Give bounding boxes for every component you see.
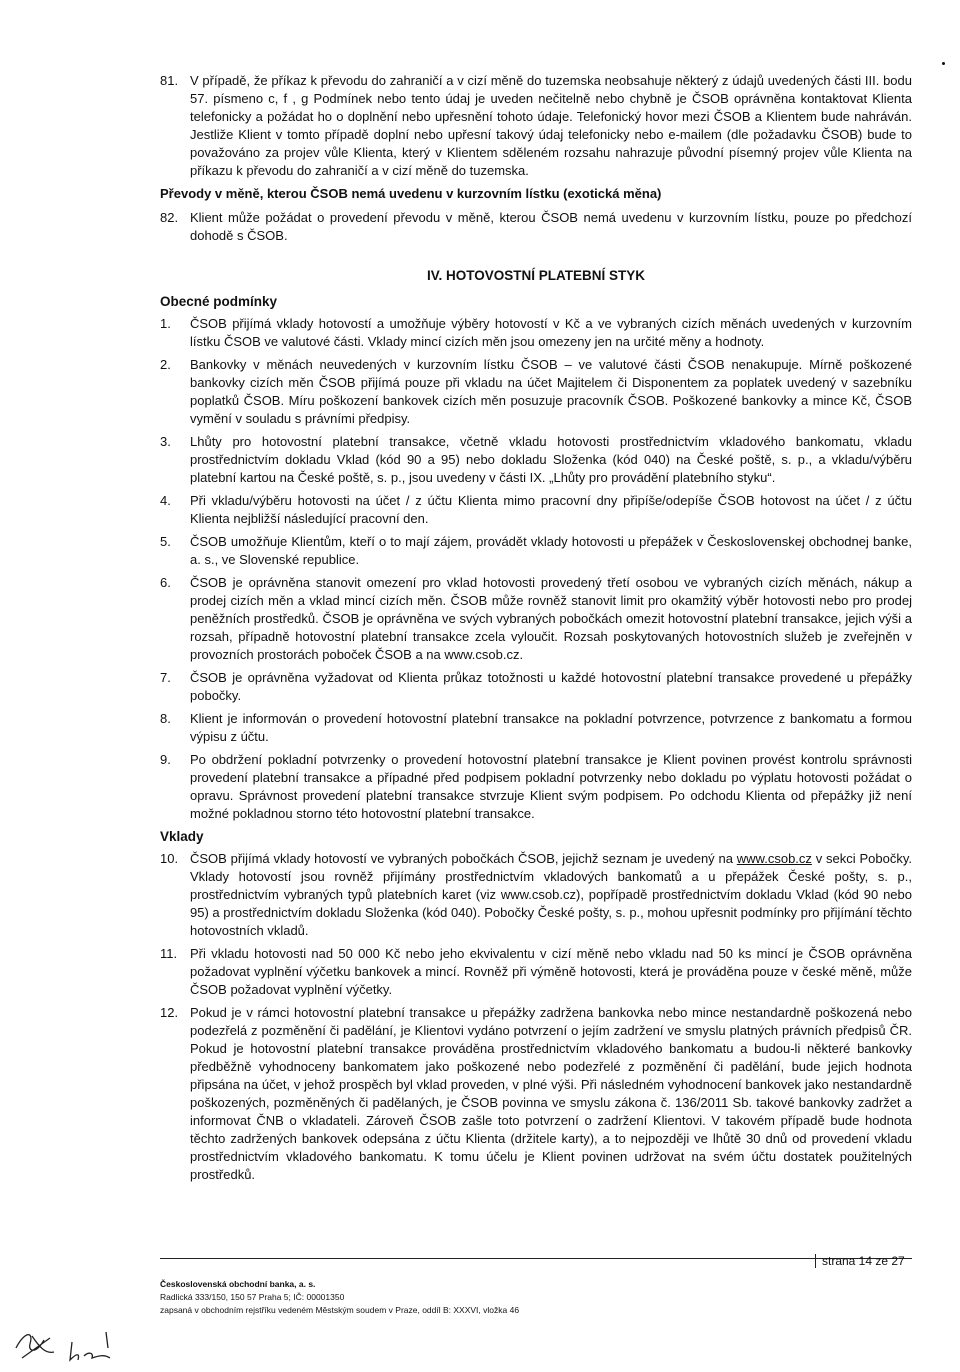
section-title: IV. HOTOVOSTNÍ PLATEBNÍ STYK xyxy=(426,268,646,283)
footer-divider xyxy=(160,1258,912,1259)
item-text: ČSOB je oprávněna stanovit omezení pro vklad hotovosti provedený třetí osobou ve vybraných cizích měnách, nákup a prodej cizích měn a vklad mincí cizích měn. ČSOB může rovněž stanovit limit pro okamžitý výběr hotovosti nebo pro prodej peněžních prostředků. ČSOB je oprávněna ve svých vybraných pobočkách omezit hotovostní platební transakce, jejich výši a rozsah, případně hotovostní platební transakce zcela vyloučit. Rozsah poskytovaných hotovostních služeb je zveřejněn v provozních prostorách poboček ČSOB a na www.csob.cz. xyxy=(190,575,912,662)
item-list-general xyxy=(160,315,912,823)
item-number: 4. xyxy=(160,493,171,508)
item-text: Pokud je v rámci hotovostní platební transakce u přepážky zadržena bankovka nebo mince nestandardně poškozená nebo podezřelá z pozměnění či padělání, je Klientovi vydáno potvrzení o jejím zadržení ve smyslu platných právních předpisů ČR. Pokud je hotovostní platební transakce prováděna prostřednictvím vkladového bankomatu a budou-li některé bankovky předběžně vyhodnoceny bankomatem jako poškozené nebo podezřelé z pozměnění či padělání, bude jejich hodnota připsána na účet, v jehož prospěch byl vklad proveden, v plné výši. Při následném vyhodnocení bankovek jako nestandardně poškozených, pozměněných či padělaných, je ČSOB povinna ve smyslu zákona č. 136/2011 Sb. takové bankovky zadržet a informovat ČNB o vkladateli. Zároveň ČSOB zašle toto potvrzení o zadržení Klientovi. V takovém případě bude hodnota těchto zadržených bankovek odepsána z účtu Klienta (držitele karty), a to nejpozději ve lhůtě 30 dnů od provedení vkladu prostřednictvím vkladového bankomatu. K tomu účelu je Klient povinen udržovat na svém účtu dostatek použitelných prostředků. xyxy=(190,1005,912,1182)
exotic-currency-heading: Převody v měně, kterou ČSOB nemá uvedenu v kurzovním lístku (exotická měna) xyxy=(160,186,662,201)
list-item xyxy=(160,209,912,245)
item-text: Po obdržení pokladní potvrzenky o provedení hotovostní platební transakce je Klient povinen provést kontrolu správnosti provedení platební transakce a případné před podpisem pokladní potvrzenky nebo dokladu po výplatu hotovosti požádat o opravu. Správnost provedení platební transakce stvrzuje Klient svým podpisem. Po odchodu Klienta od přepážky již není možné pokladnou storno této hotovostní platební transakce. xyxy=(190,752,912,821)
item-text: ČSOB je oprávněna vyžadovat od Klienta průkaz totožnosti u každé hotovostní platební transakce provedené u přepážky pobočky. xyxy=(190,670,912,703)
list-item xyxy=(160,315,912,351)
company-registration: zapsaná v obchodním rejstříku vedeném Městským soudem v Praze, oddíl B: XXXVI, vložka 46 xyxy=(160,1305,520,1315)
list-item xyxy=(160,72,912,180)
list-item xyxy=(160,850,912,940)
item-number: 82. xyxy=(160,210,179,225)
item-text: Klient může požádat o provedení převodu v měně, kterou ČSOB nemá uvedenu v kurzovním lístku, pouze po předchozí dohodě s ČSOB. xyxy=(190,210,912,243)
item-text: Bankovky v měnách neuvedených v kurzovním lístku ČSOB – ve valutové části ČSOB nenakupuje. Mírně poškozené bankovky cizích měn ČSOB přijímá pouze při vkladu na účet Majitelem či Disponentem za poplatek uvedený v sazebníku poplatků ČSOB. Míru poškození bankovek cizích měn posuzuje pracovník ČSOB. Poškozené bankovky a mince Kč, ČSOB vymění v souladu s právními předpisy. xyxy=(190,357,912,426)
item-text-part: v sekci Pobočky. Vklady hotovostí jsou rovněž přijímány prostřednictvím vkladových bankomatů a u přepážek České pošty, s. p., prostřednictvím vybraných typů platebních karet (viz www.csob.cz), popřípadě prostřednictvím dokladu Vklad (kód 90 nebo 95) a prostřednictvím dokladu Složenka (kód 040). Pobočky České pošty, s. p., mohou upřesnit podmínky pro přijímání těchto hotovostních vkladů. xyxy=(190,851,913,938)
item-number: 3. xyxy=(160,434,171,449)
item-number: 7. xyxy=(160,670,171,685)
item-number: 12. xyxy=(160,1005,179,1020)
item-number: 5. xyxy=(160,534,171,549)
item-list-deposits xyxy=(160,945,912,1184)
item-number: 8. xyxy=(160,711,171,726)
item-text: V případě, že příkaz k převodu do zahraničí a v cizí měně do tuzemska neobsahuje některý z údajů uvedených části III. bodu 57. písmeno c, f , g Podmínek nebo tento údaj je uveden nečitelně nebo chybně je ČSOB oprávněna kontaktovat Klienta telefonicky a požádat ho o doplnění nebo upřesnění tohoto údaje. Telefonický hovor mezi ČSOB a Klientem bude nahráván. Jestliže Klient v tomto případě doplní nebo upřesní takový údaj telefonicky nebo e-mailem (dle požadavku ČSOB) bude to považováno za projev vůle Klienta, který v Klientem sděleném rozsahu nahrazuje původní písemný projev vůle Klienta na příkazu k převodu do zahraničí a v cizí měně do tuzemska. xyxy=(190,73,912,178)
page-number: strana 14 ze 27 xyxy=(815,1254,905,1268)
list-item xyxy=(160,710,912,746)
list-item xyxy=(160,492,912,528)
general-conditions-heading: Obecné podmínky xyxy=(160,294,278,309)
list-item xyxy=(160,751,912,823)
item-text xyxy=(190,850,912,940)
deposits-heading: Vklady xyxy=(160,829,204,844)
item-text: Při vkladu/výběru hotovosti na účet / z účtu Klienta mimo pracovní dny připíše/odepíše ČSOB hotovost na účet / z účtu Klienta nejbližší následující pracovní den. xyxy=(190,493,912,526)
item-text: Klient je informován o provedení hotovostní platební transakce na pokladní potvrzence, potvrzence z bankomatu a formou výpisu z účtu. xyxy=(190,711,912,744)
item-number: 10. xyxy=(160,851,179,866)
item-number: 11. xyxy=(160,946,178,961)
corner-mark xyxy=(942,62,945,65)
document-body xyxy=(160,72,912,1189)
footer-company-info xyxy=(160,1278,519,1317)
item-number: 9. xyxy=(160,752,171,767)
list-item xyxy=(160,574,912,664)
list-item xyxy=(160,533,912,569)
list-item xyxy=(160,669,912,705)
item-list-top xyxy=(160,72,912,180)
list-item xyxy=(160,433,912,487)
list-item xyxy=(160,1004,912,1184)
item-number: 6. xyxy=(160,575,171,590)
item-number: 81. xyxy=(160,73,179,88)
item-text: Při vkladu hotovosti nad 50 000 Kč nebo jeho ekvivalentu v cizí měně nebo vkladu nad 50 ks mincí je ČSOB oprávněna požadovat vyplnění výčetku bankovek a mincí. Rovněž při výměně hotovosti, která je prováděna pouze v české měně, může ČSOB požadovat vyplnění výčetky. xyxy=(190,946,912,997)
item-text-part: ČSOB přijímá vklady hotovostí ve vybraných pobočkách ČSOB, jejichž seznam je uvedený na xyxy=(190,851,737,866)
item-text: ČSOB přijímá vklady hotovostí a umožňuje výběry hotovostí v Kč a ve vybraných cizích měnách uvedených v kurzovním lístku ČSOB ve valutové části. Vklady mincí cizích měn jsou omezeny jen na určité měny a hodnoty. xyxy=(190,316,912,349)
csob-link[interactable]: www.csob.cz xyxy=(736,851,812,866)
item-text: ČSOB umožňuje Klientům, kteří o to mají zájem, provádět vklady hotovosti u přepážek v Československej obchodnej banke, a. s., ve Slovenské republice. xyxy=(190,534,912,567)
list-item xyxy=(160,356,912,428)
item-text: Lhůty pro hotovostní platební transakce, včetně vkladu hotovosti prostřednictvím vkladového bankomatu, vkladu prostřednictvím dokladu Vklad (kód 90 a 95) nebo dokladu Složenka (kód 040) na České poště, s. p., a vkladu/výběru platební kartou na České poště, s. p., jsou uvedeny v části IX. „Lhůty pro provádění platebního styku“. xyxy=(190,434,912,485)
list-item xyxy=(160,945,912,999)
item-number: 1. xyxy=(160,316,171,331)
company-address: Radlická 333/150, 150 57 Praha 5; IČ: 00001350 xyxy=(160,1292,345,1302)
item-list-exotic xyxy=(160,209,912,245)
item-number: 2. xyxy=(160,357,171,372)
company-name: Československá obchodní banka, a. s. xyxy=(160,1279,316,1289)
handwritten-signature xyxy=(10,1318,120,1366)
